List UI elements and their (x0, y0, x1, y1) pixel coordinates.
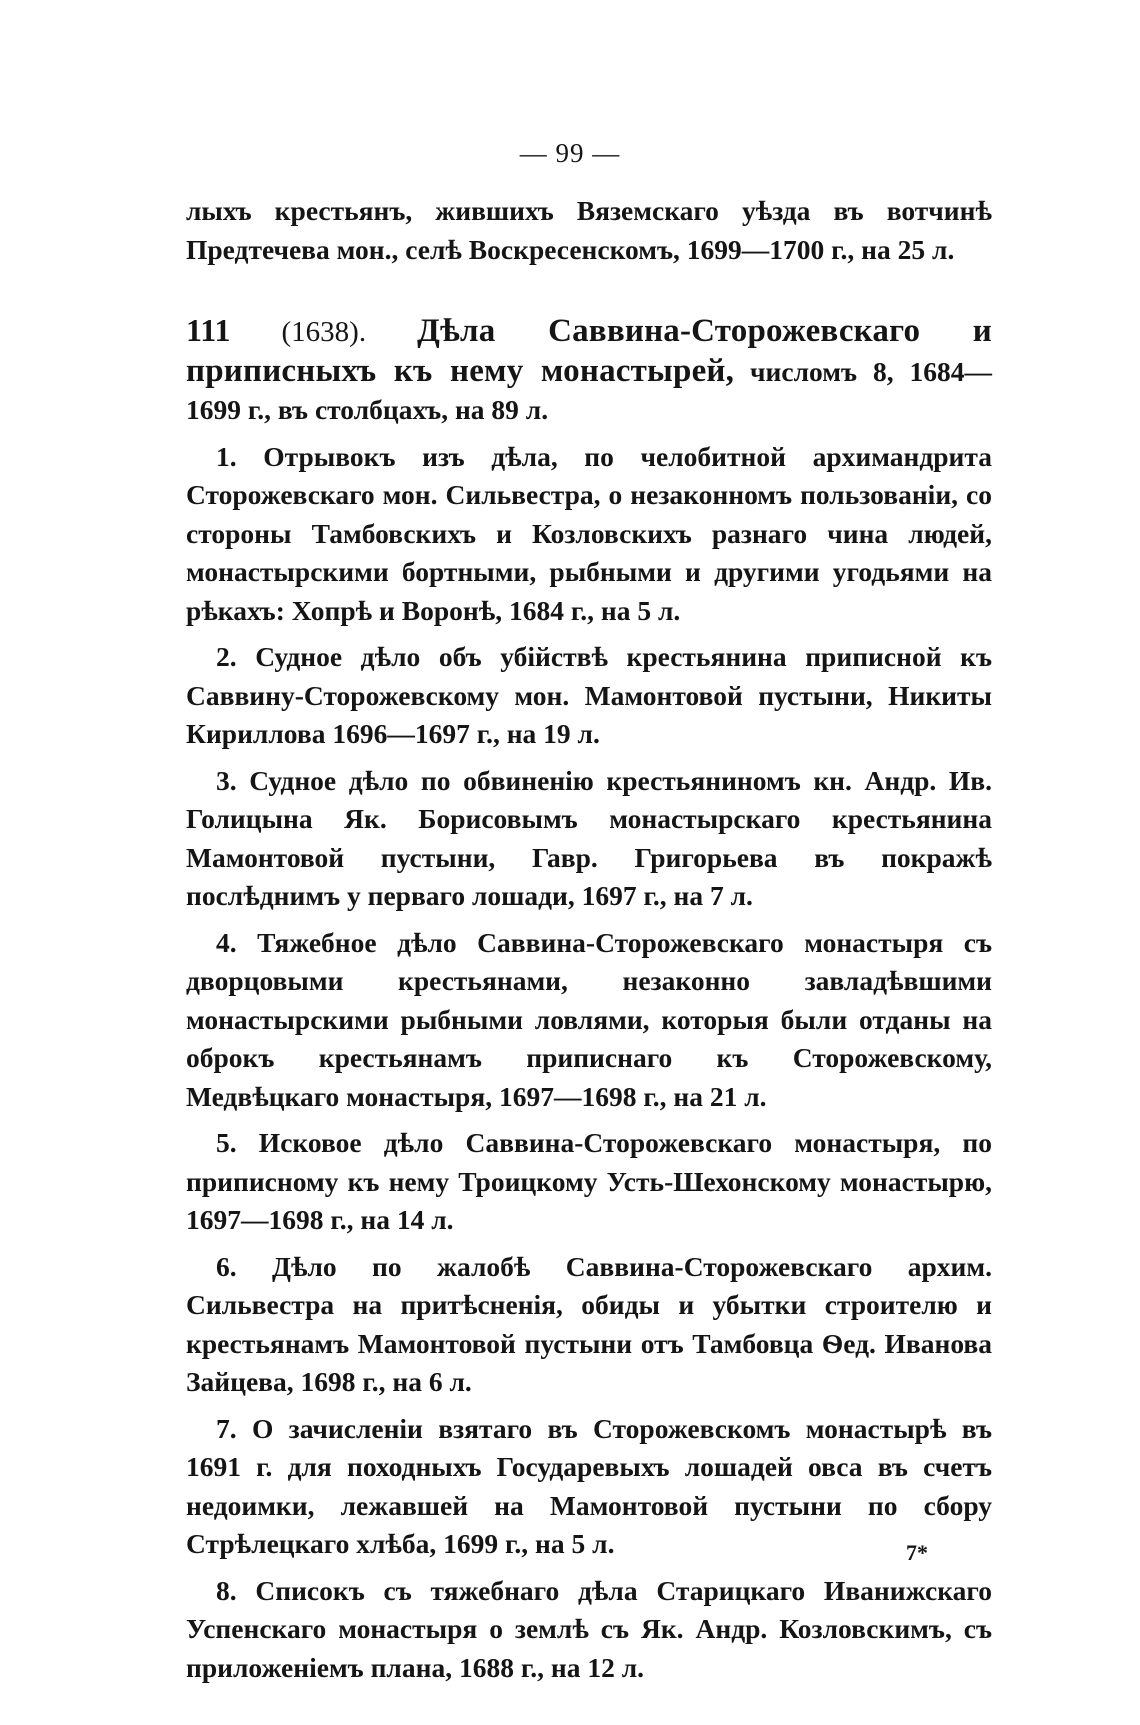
list-item: 6. Дѣло по жалобѣ Саввина-Сторожевскаго архим. Сильвестра на притѣсненія, обиды и убытки строителю и крестьянамъ Мамонтовой пустыни отъ Тамбовца Ѳед. Иванова Зайцева, 1698 г., на 6 л. (186, 1250, 992, 1397)
list-item: 3. Судное дѣло по обвиненію крестьяниномъ кн. Андр. Ив. Голицына Як. Борисовымъ монастырскаго крестьянина Мамонтовой пустыни, Гавр. Григорьева въ покражѣ послѣднимъ у перваго лошади, 1697 г., на 7 л. (186, 764, 992, 911)
entry-meta: числомъ 8, 1684—1699 г., въ столбцахъ, на 89 л. (186, 355, 993, 425)
entry-old-number: (1638). (281, 316, 367, 348)
page-body (186, 192, 992, 1695)
list-item: 4. Тяжебное дѣло Саввина-Сторожевскаго монастыря съ дворцовыми крестьянами, незаконно завладѣвшими монастырскими рыбными ловлями, которыя были отданы на оброкъ крестьянамъ приписнаго къ Сторожевскому, Медвѣцкаго монастыря, 1697—1698 г., на 21 л. (186, 926, 992, 1112)
list-item: 1. Отрывокъ изъ дѣла, по челобитной архимандрита Сторожевскаго мон. Сильвестра, о незаконномъ пользованіи, со стороны Тамбовскихъ и Козловскихъ разнаго чина людей, монастырскими бортными, рыбными и другими угодьями на рѣкахъ: Хопрѣ и Воронѣ, 1684 г., на 5 л. (186, 440, 992, 626)
list-item: 7. О зачисленіи взятаго въ Сторожевскомъ монастырѣ въ 1691 г. для походныхъ Государевыхъ лошадей овса въ счетъ недоимки, лежавшей на Мамонтовой пустыни по сбору Стрѣлецкаго хлѣба, 1699 г., на 5 л. (186, 1412, 992, 1559)
list-item: 5. Исковое дѣло Саввина-Сторожевскаго монастыря, по приписному къ нему Троицкому Усть-Шехонскому монастырю, 1697—1698 г., на 14 л. (186, 1127, 992, 1235)
entry-number: 111 (186, 312, 231, 348)
list-item: 2. Судное дѣло объ убійствѣ крестьянина приписной къ Саввину-Сторожевскому мон. Мамонтовой пустыни, Никиты Кириллова 1696—1697 г., на 19 л. (186, 641, 992, 749)
entry-title: Дѣла Саввина-Сторожевскаго и приписныхъ къ нему монастырей, (186, 313, 992, 389)
list-item: 8. Списокъ съ тяжебнаго дѣла Старицкаго Иванижскаго Успенскаго монастыря о землѣ съ Як. Андр. Козловскимъ, съ приложеніемъ плана, 1688 г., на 12 л. (186, 1574, 992, 1683)
entry-heading (186, 311, 992, 430)
signature-mark: 7* (906, 1540, 928, 1565)
page-number: — 99 — (519, 138, 621, 168)
continuation-paragraph: лыхъ крестьянъ, жившихъ Вяземскаго уѣзда въ вотчинѣ Предтечева мон., селѣ Воскресенскомъ, 1699—1700 г., на 25 л. (186, 195, 992, 265)
